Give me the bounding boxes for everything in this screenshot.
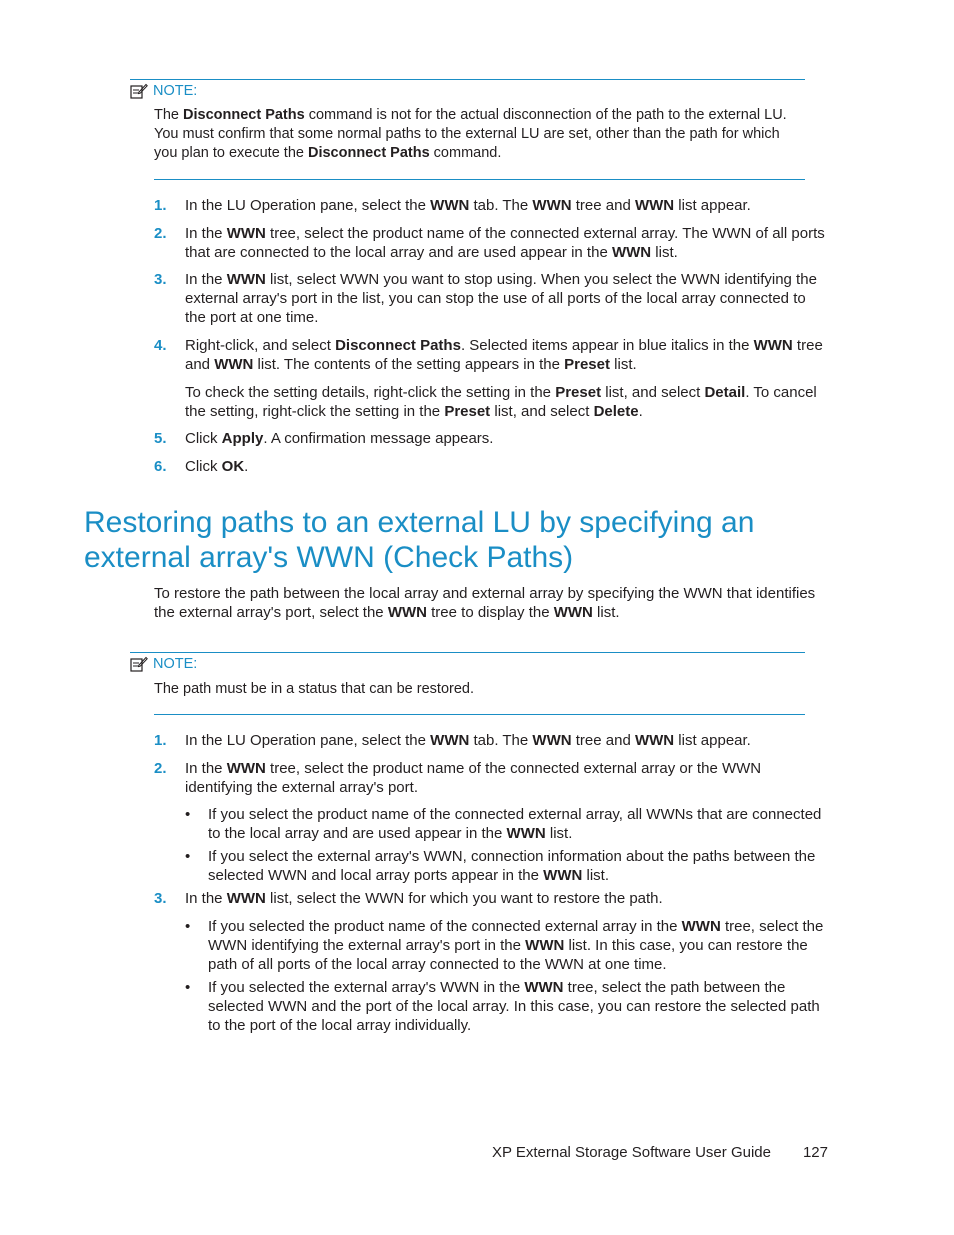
step-text: In the LU Operation pane, select the WWN tab. The WWN tree and WWN list appear. <box>185 732 751 749</box>
step-text: In the LU Operation pane, select the WWN tab. The WWN tree and WWN list appear. <box>185 197 751 214</box>
note-pencil-icon <box>130 656 148 672</box>
step-text: In the WWN tree, select the product name of the connected external array. The WWN of all ports that are connected to the local array and are used appear in the WWN list. <box>185 225 825 261</box>
step-number: 3. <box>154 271 167 288</box>
step-paragraph: To check the setting details, right-click the setting in the Preset list, and select Detail. To cancel the setting, right-click the setting in the Preset list, and select Delete. <box>185 384 817 420</box>
step-number: 4. <box>154 337 167 354</box>
step-text: Right-click, and select Disconnect Paths. Selected items appear in blue italics in the WWN tree and WWN list. The contents of the setting appears in the Preset list. <box>185 337 823 373</box>
step-number: 1. <box>154 732 167 749</box>
note-pencil-icon <box>130 83 148 99</box>
bullet-text: If you selected the product name of the connected external array in the WWN tree, select the WWN identifying the external array's port in the WWN list. In this case, you can restore the path of all ports of the local array connected to the WWN at one time. <box>208 918 824 973</box>
note-bottom-rule <box>154 714 805 715</box>
note-heading <box>130 654 197 674</box>
footer-guide-title: XP External Storage Software User Guide <box>491 1144 771 1161</box>
note-label: NOTE: <box>153 656 198 672</box>
bullet-dot: • <box>185 806 191 823</box>
bullet-text: If you select the external array's WWN, connection information about the paths between the selected WWN and local array ports appear in the WWN list. <box>208 848 816 884</box>
step-number: 2. <box>154 225 167 242</box>
bullet-text: If you selected the external array's WWN in the WWN tree, select the path between the selected WWN and the port of the local array. In this case, you can restore the selected path to the port of the local array individually. <box>208 979 820 1034</box>
step-text: In the WWN list, select the WWN for which you want to restore the path. <box>185 890 663 907</box>
note-bottom-rule <box>154 179 805 180</box>
section-intro: To restore the path between the local array and external array by specifying the WWN that identifies the external array's port, select the WWN tree to display the WWN list. <box>154 585 816 621</box>
step-text: In the WWN tree, select the product name of the connected external array or the WWN identifying the external array's port. <box>185 760 762 796</box>
bullet-dot: • <box>185 848 191 865</box>
page-number: 127 <box>802 1144 828 1161</box>
step-number: 6. <box>154 458 167 475</box>
step-number: 5. <box>154 430 167 447</box>
note-top-rule <box>130 652 805 653</box>
step-number: 1. <box>154 197 167 214</box>
note-top-rule <box>130 79 805 80</box>
step-text: In the WWN list, select WWN you want to stop using. When you select the WWN identifying the external array's port in the list, you can stop the use of all ports of the local array connected to the port at one time. <box>185 271 817 326</box>
page-footer <box>492 1144 828 1161</box>
step-number: 2. <box>154 760 167 777</box>
step-text: Click Apply. A confirmation message appears. <box>185 430 494 447</box>
note-text: The Disconnect Paths command is not for the actual disconnection of the path to the external LU. You must confirm that some normal paths to the external LU are set, other than the path for which you plan to execute the Disconnect Paths command. <box>154 107 787 161</box>
note-text: The path must be in a status that can be restored. <box>154 681 474 697</box>
section-heading: Restoring paths to an external LU by specifying an external array's WWN (Check Paths) <box>84 506 755 574</box>
step-number: 3. <box>154 890 167 907</box>
step-text: Click OK. <box>185 458 249 475</box>
note-heading <box>130 81 197 101</box>
note-box <box>130 652 805 715</box>
bullet-text: If you select the product name of the connected external array, all WWNs that are connected to the local array and are used appear in the WWN list. <box>208 806 822 842</box>
bullet-dot: • <box>185 979 191 996</box>
bullet-dot: • <box>185 918 191 935</box>
note-box <box>130 79 805 180</box>
note-label: NOTE: <box>153 83 198 99</box>
